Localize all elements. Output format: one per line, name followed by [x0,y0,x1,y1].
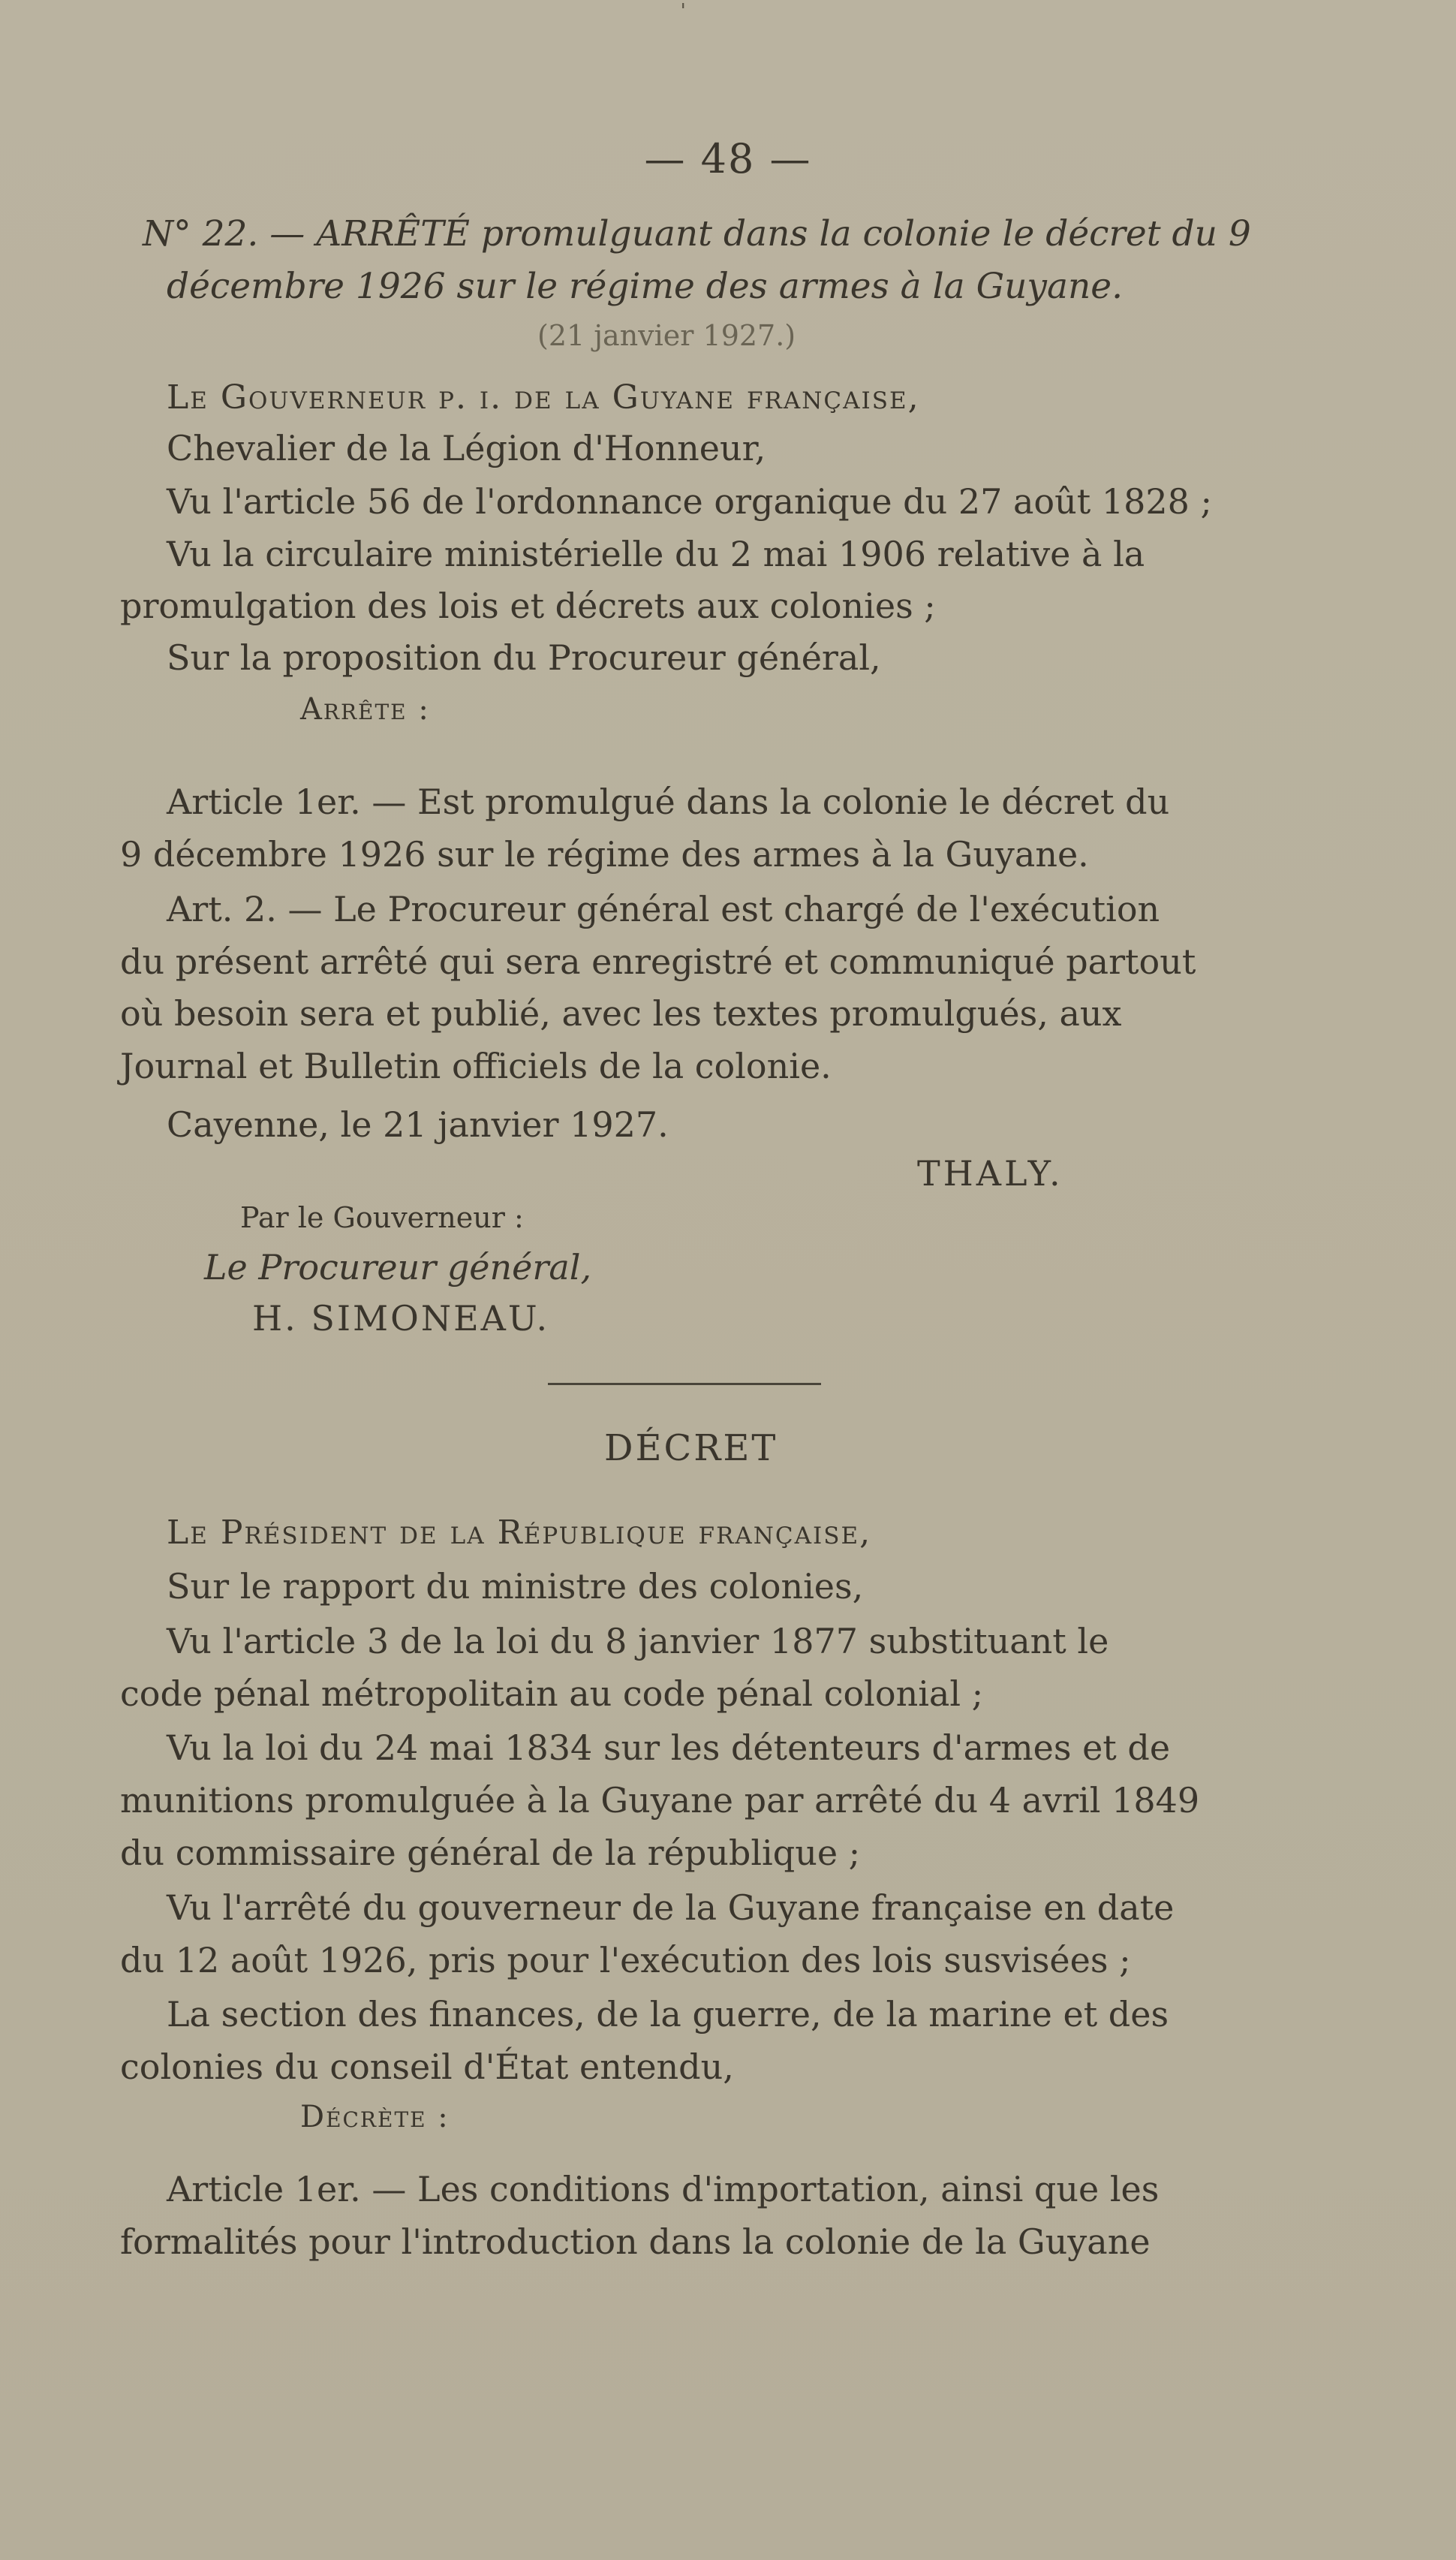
arrete-article-1a: Article 1er. — Est promulgué dans la colonie le décret du [167,782,1170,822]
section-divider [548,1383,821,1385]
decret-vu-1b: code pénal métropolitain au code pénal colonial ; [120,1673,984,1714]
decret-vu-3b: du 12 août 1926, pris pour l'exécution des lois susvisées ; [120,1940,1131,1980]
decret-vu-3a: Vu l'arrêté du gouverneur de la Guyane française en date [167,1887,1175,1928]
arrete-title-line-1: N° 22. — ARRÊTÉ promulguant dans la colonie le décret du 9 [143,213,1251,254]
arrete-article-2a: Art. 2. — Le Procureur général est chargé de l'exécution [167,889,1160,929]
top-mark: ˈ [680,0,687,26]
arrete-arrete-word: Arrête : [300,692,430,727]
arrete-procureur-title: Le Procureur général, [204,1247,592,1288]
arrete-vu-2b: promulgation des lois et décrets aux colonies ; [120,586,936,626]
arrete-title-line-2: décembre 1926 sur le régime des armes à la Guyane. [167,266,1124,307]
arrete-vu-1: Vu l'article 56 de l'ordonnance organique du 27 août 1828 ; [167,481,1213,522]
arrete-authority: Le Gouverneur p. i. de la Guyane française, [167,378,920,417]
arrete-honor: Chevalier de la Légion d'Honneur, [167,428,766,468]
decret-president: Le Président de la République française, [167,1513,872,1552]
decret-vu-1a: Vu l'article 3 de la loi du 8 janvier 1877 substituant le [167,1621,1109,1661]
arrete-article-2c: où besoin sera et publié, avec les textes promulgués, aux [120,993,1122,1034]
arrete-proposition: Sur la proposition du Procureur général, [167,637,881,678]
decret-section-b: colonies du conseil d'État entendu, [120,2046,734,2087]
decret-section-a: La section des finances, de la guerre, de la marine et des [167,1994,1169,2034]
page-number: — 48 — [644,135,812,182]
arrete-by-governor: Par le Gouverneur : [240,1201,524,1234]
arrete-date: (21 janvier 1927.) [537,319,796,352]
decret-article-1a: Article 1er. — Les conditions d'importation, ainsi que les [167,2169,1160,2209]
decret-rapport: Sur le rapport du ministre des colonies, [167,1566,864,1607]
arrete-signatory: THALY. [917,1153,1063,1194]
arrete-procureur-name: H. SIMONEAU. [252,1298,550,1339]
arrete-place-date: Cayenne, le 21 janvier 1927. [167,1104,669,1145]
decret-heading: DÉCRET [604,1427,778,1469]
arrete-article-1b: 9 décembre 1926 sur le régime des armes à la Guyane. [120,834,1089,875]
arrete-article-2d: Journal et Bulletin officiels de la colonie. [120,1046,832,1086]
decret-vu-2b: munitions promulguée à la Guyane par arrêté du 4 avril 1849 [120,1780,1200,1821]
decret-decrete-word: Décrète : [300,2100,450,2134]
decret-vu-2a: Vu la loi du 24 mai 1834 sur les détenteurs d'armes et de [167,1727,1171,1768]
decret-article-1b: formalités pour l'introduction dans la colonie de la Guyane [120,2221,1151,2262]
decret-vu-2c: du commissaire général de la république ; [120,1833,861,1873]
arrete-article-2b: du présent arrêté qui sera enregistré et communiqué partout [120,941,1196,982]
arrete-vu-2a: Vu la circulaire ministérielle du 2 mai 1906 relative à la [167,534,1145,574]
